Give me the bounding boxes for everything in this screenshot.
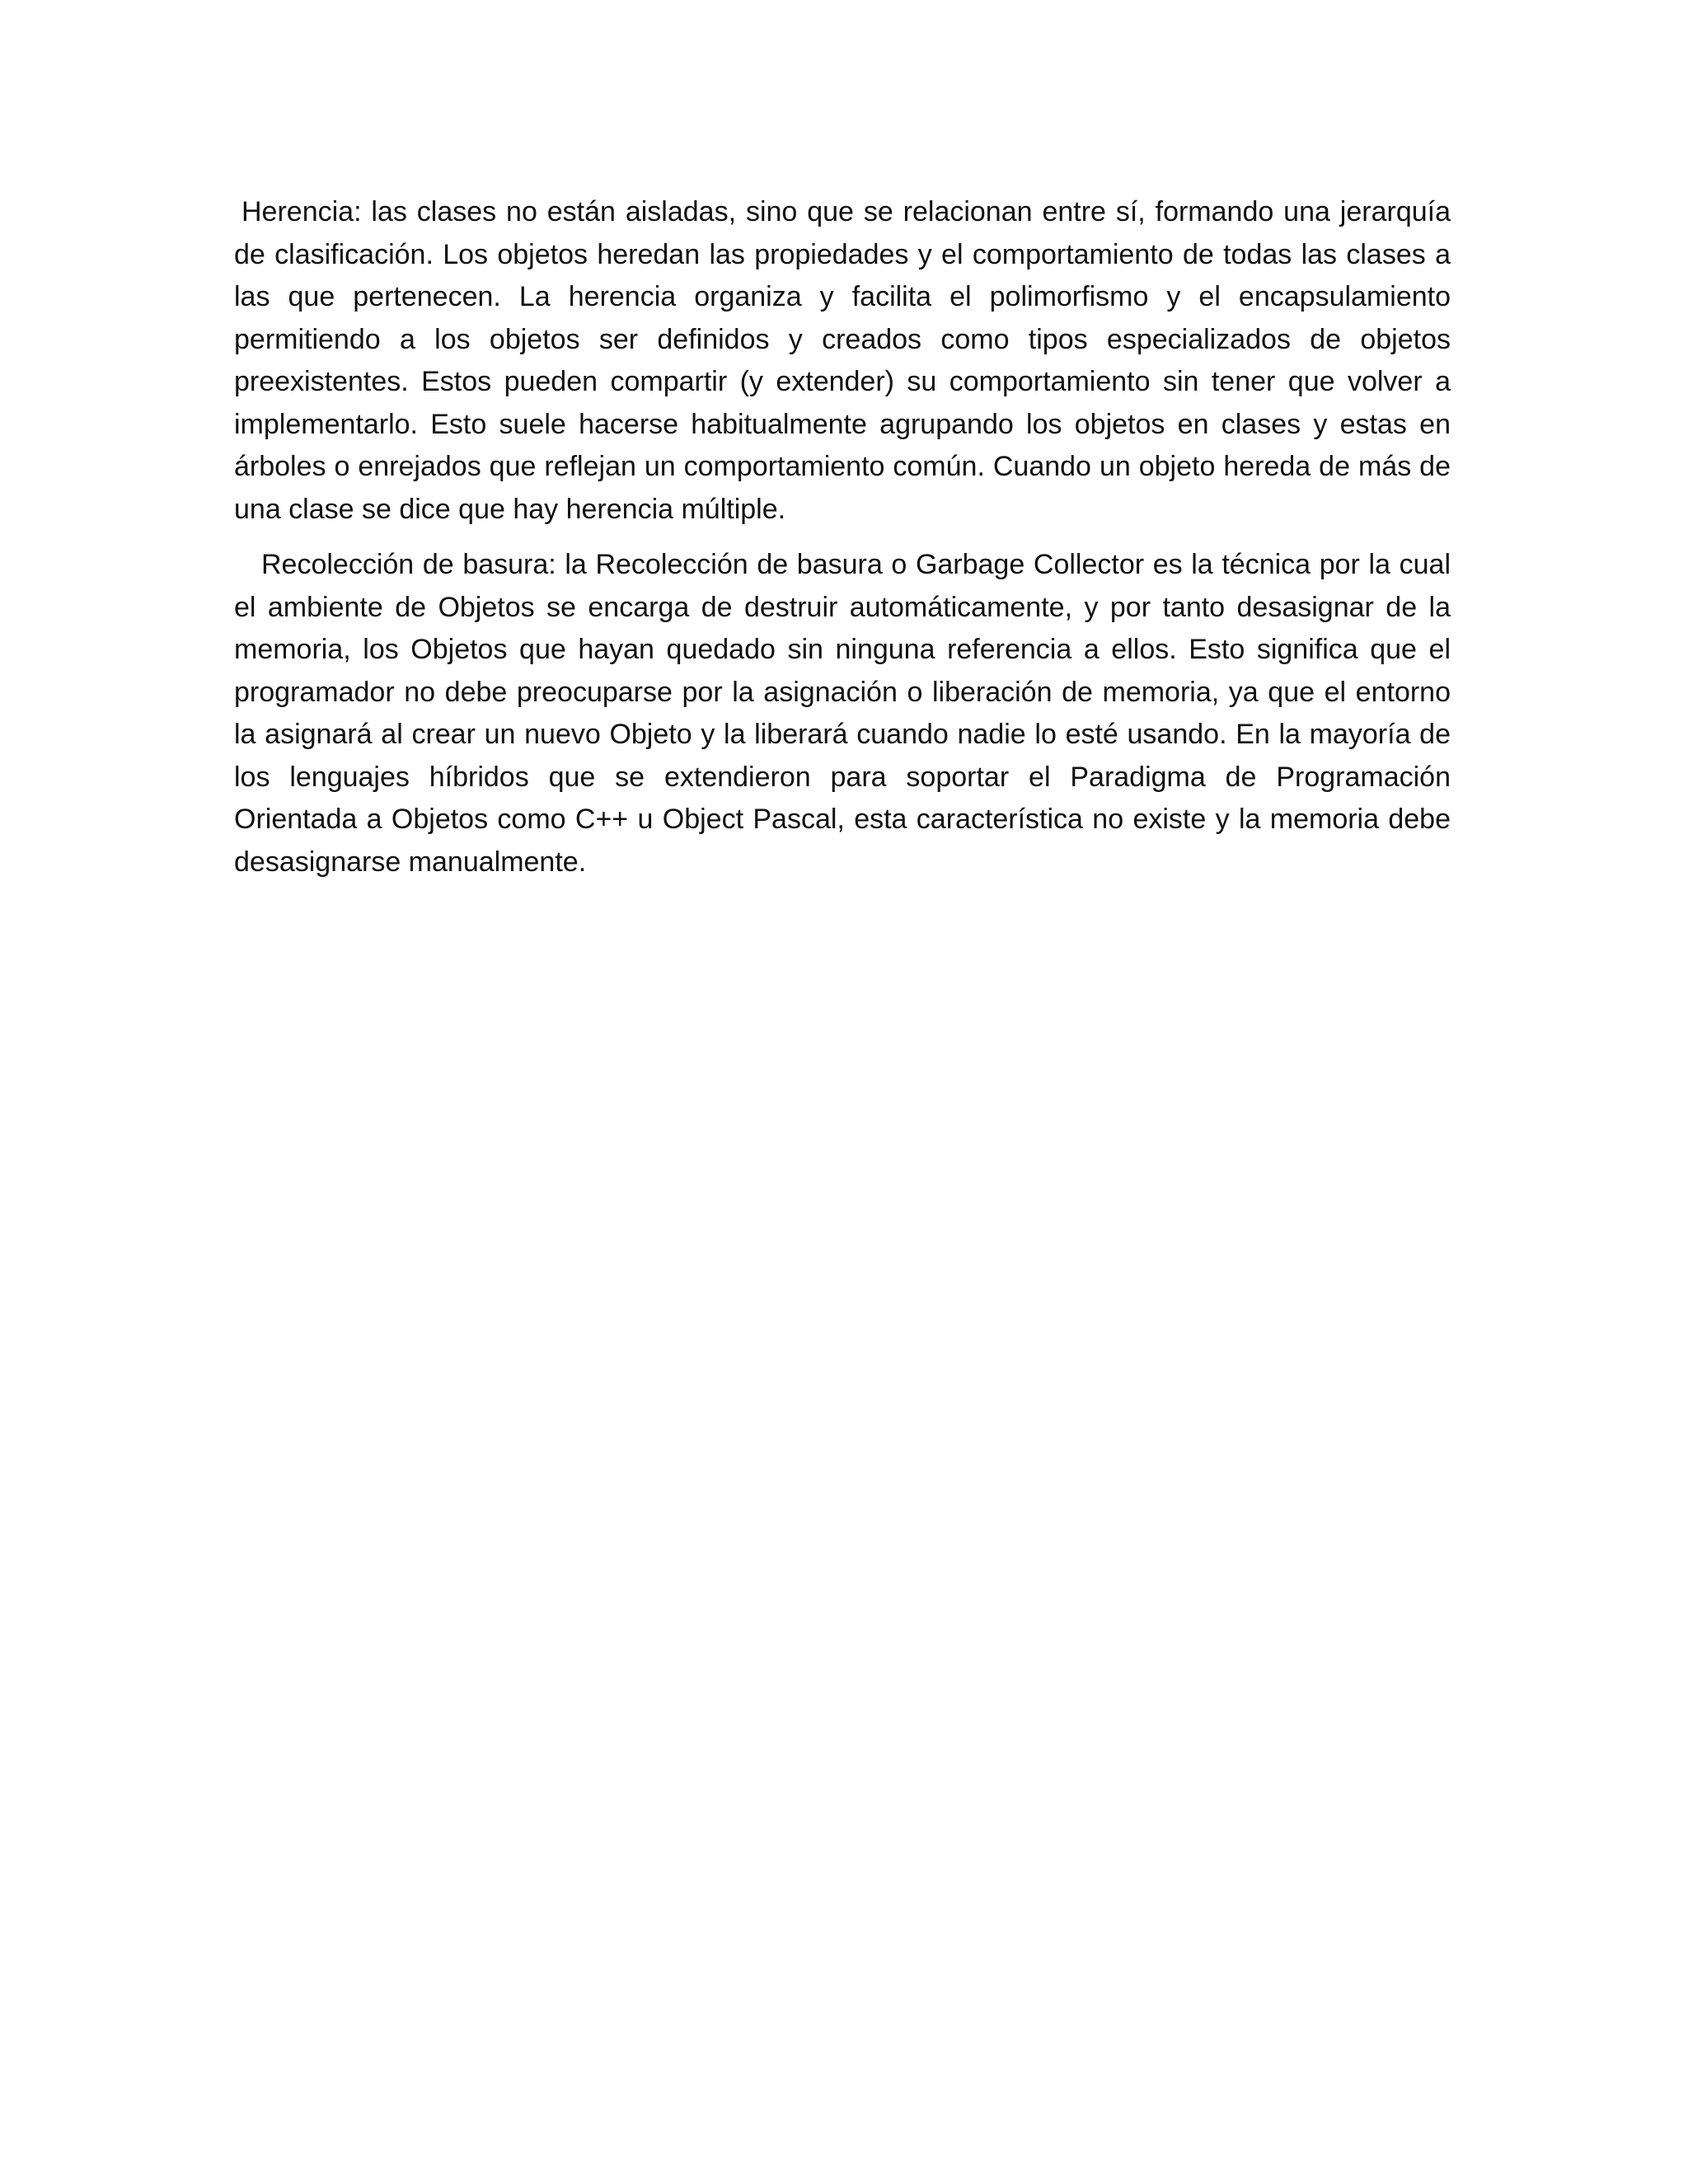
document-body [234,191,1451,897]
paragraph-herencia: Herencia: las clases no están aisladas, sino que se relacionan entre sí, formando una jerarquía de clasificación. Los objetos heredan las propiedades y el comportamiento de todas las clases a las que pertenecen. La herencia organiza y facilita el polimorfismo y el encapsulamiento permitiendo a los objetos ser definidos y creados como tipos especializados de objetos preexistentes. Estos pueden compartir (y extender) su comportamiento sin tener que volver a implementarlo. Esto suele hacerse habitualmente agrupando los objetos en clases y estas en árboles o enrejados que reflejan un comportamiento común. Cuando un objeto hereda de más de una clase se dice que hay herencia múltiple. [234,196,1451,525]
paragraph-recoleccion-de-basura: Recolección de basura: la Recolección de basura o Garbage Collector es la técnica por la cual el ambiente de Objetos se encarga de destruir automáticamente, y por tanto desasignar de la memoria, los Objetos que hayan quedado sin ninguna referencia a ellos. Esto significa que el programador no debe preocuparse por la asignación o liberación de memoria, ya que el entorno la asignará al crear un nuevo Objeto y la liberará cuando nadie lo esté usando. En la mayoría de los lenguajes híbridos que se extendieron para soportar el Paradigma de Programación Orientada a Objetos como C++ u Object Pascal, esta característica no existe y la memoria debe desasignarse manualmente. [234,549,1451,878]
